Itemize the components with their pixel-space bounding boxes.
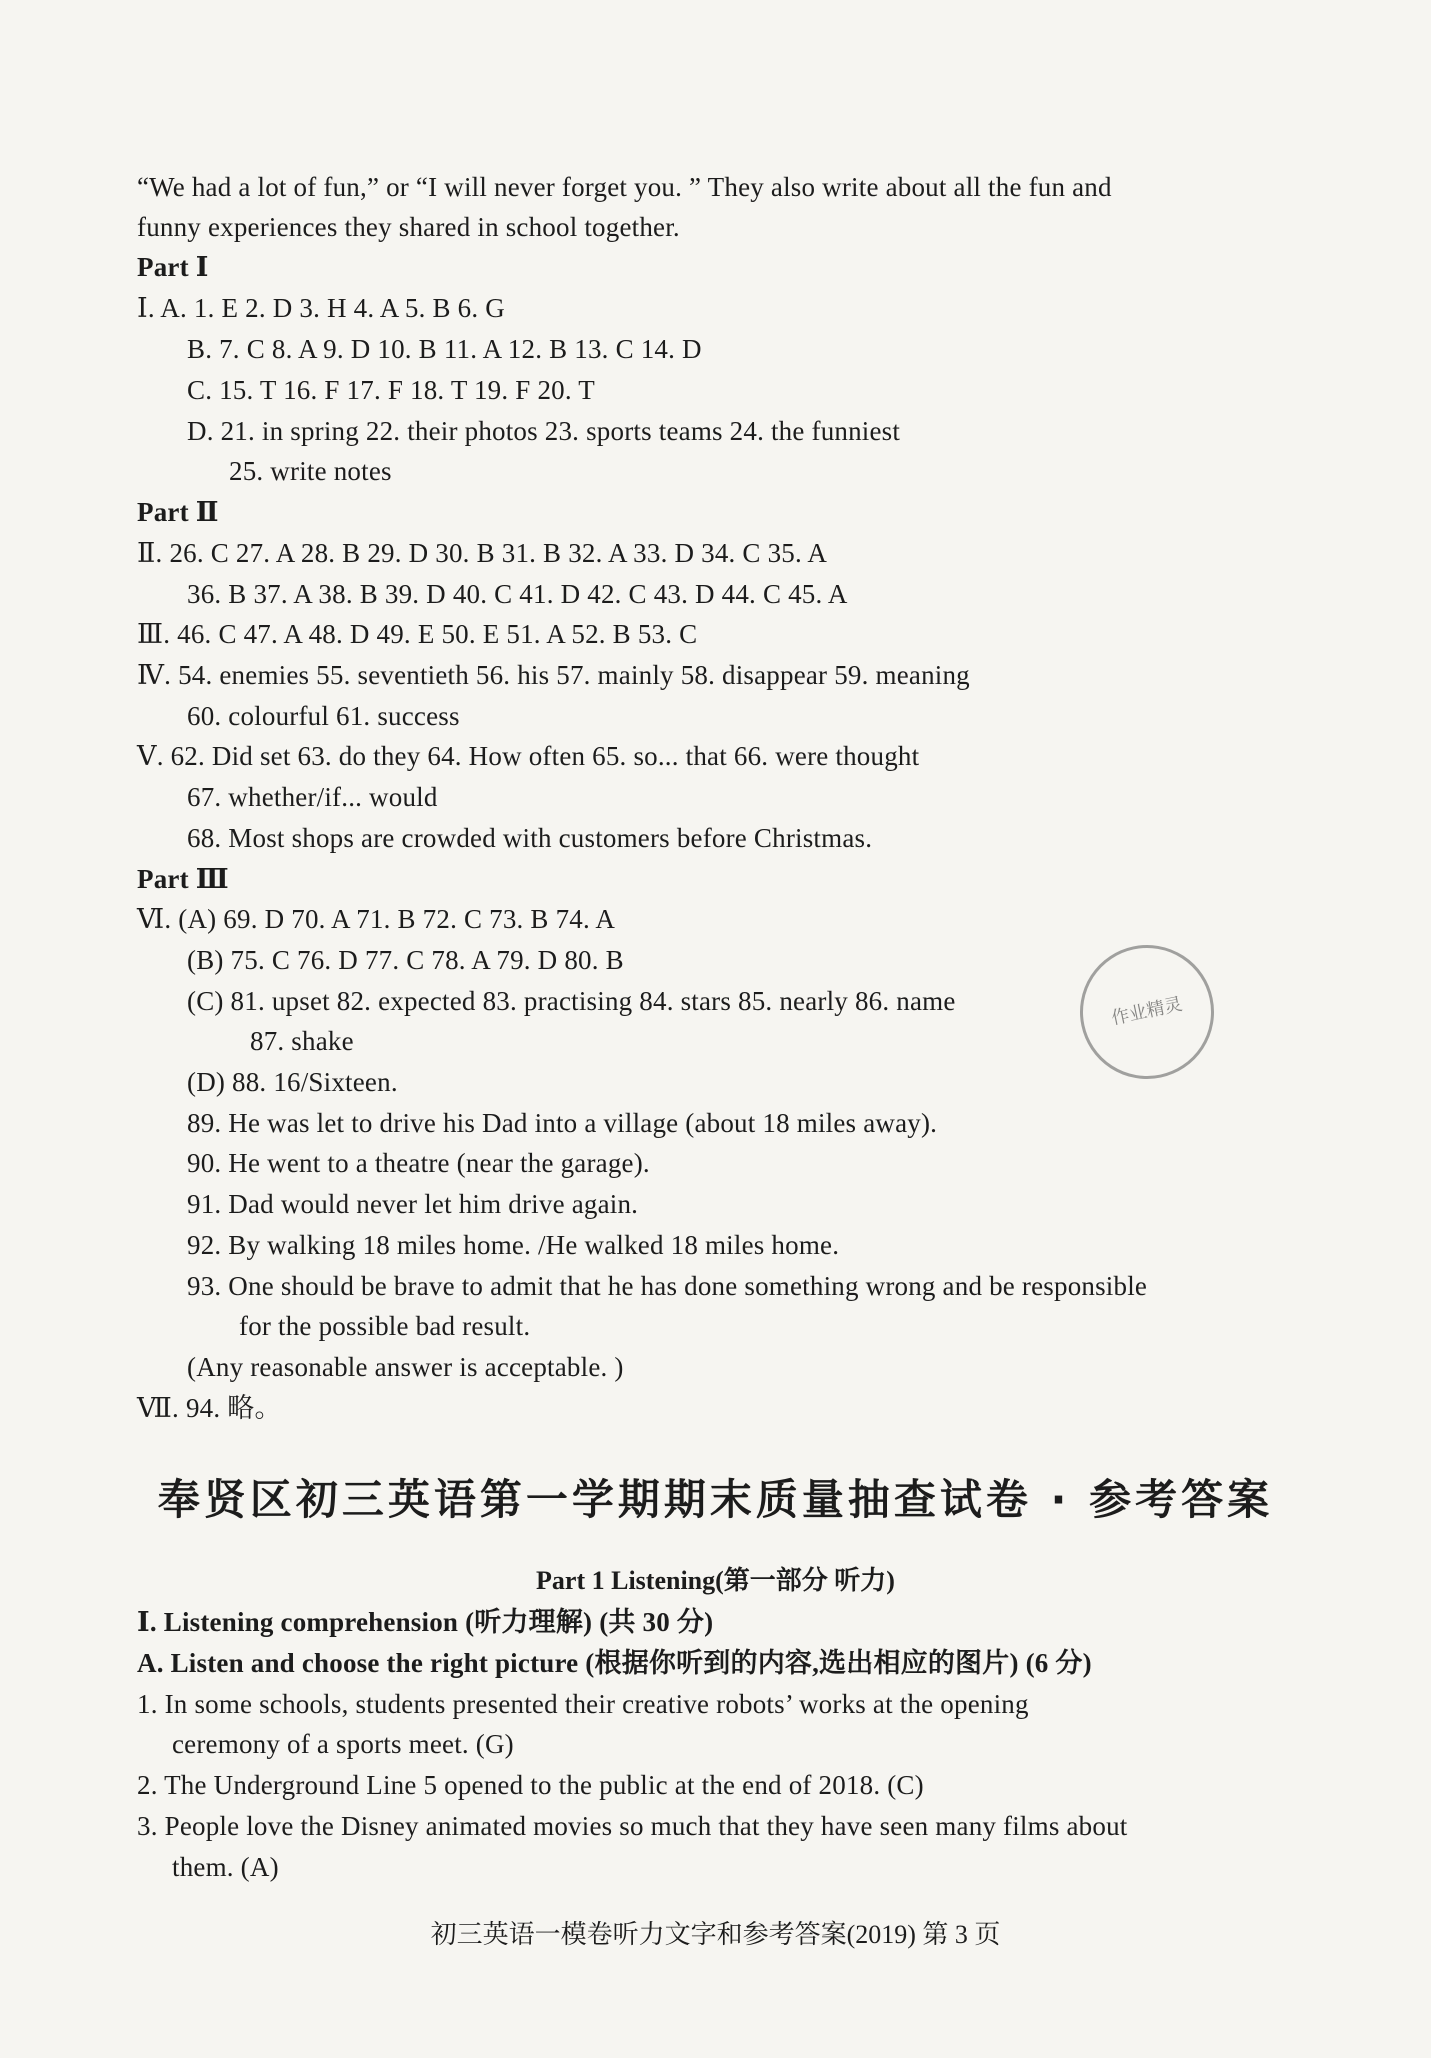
answer-line: Ⅲ. 46. C 47. A 48. D 49. E 50. E 51. A 52. B 53. C bbox=[137, 619, 698, 649]
answer-line: C. 15. T 16. F 17. F 18. T 19. F 20. T bbox=[187, 375, 595, 405]
answer-line: (Any reasonable answer is acceptable. ) bbox=[187, 1352, 624, 1382]
answer-line: 92. By walking 18 miles home. /He walked 18 miles home. bbox=[187, 1230, 840, 1260]
section-heading: 奉贤区初三英语第一学期期末质量抽查试卷 · 参考答案 bbox=[157, 1475, 1274, 1524]
page-footer: 初三英语一模卷听力文字和参考答案(2019) 第 3 页 bbox=[430, 1920, 1001, 1949]
answer-line: Ⅳ. 54. enemies 55. seventieth 56. his 57. mainly 58. disappear 59. meaning bbox=[137, 660, 970, 690]
answer-line: 89. He was let to drive his Dad into a village (about 18 miles away). bbox=[187, 1108, 938, 1138]
answer-line: 67. whether/if... would bbox=[187, 782, 438, 812]
transcript-line: them. (A) bbox=[172, 1852, 279, 1882]
answer-line: 93. One should be brave to admit that he has done something wrong and be responsible bbox=[187, 1271, 1148, 1301]
answer-line: D. 21. in spring 22. their photos 23. sports teams 24. the funniest bbox=[187, 416, 901, 446]
transcript-line: 3. People love the Disney animated movies so much that they have seen many films about bbox=[137, 1811, 1128, 1841]
part-3-label: Part Ⅲ bbox=[137, 864, 229, 894]
section-subheading: Part 1 Listening(第一部分 听力) bbox=[536, 1566, 895, 1595]
listening-section-title: Ⅰ. Listening comprehension (听力理解) (共 30 分) bbox=[137, 1607, 714, 1637]
answer-line: 36. B 37. A 38. B 39. D 40. C 41. D 42. C 43. D 44. C 45. A bbox=[187, 579, 848, 609]
answer-line: Ⅱ. 26. C 27. A 28. B 29. D 30. B 31. B 32. A 33. D 34. C 35. A bbox=[137, 538, 828, 568]
text-line: funny experiences they shared in school together. bbox=[137, 212, 680, 242]
answer-line: for the possible bad result. bbox=[239, 1311, 531, 1341]
answer-line: (B) 75. C 76. D 77. C 78. A 79. D 80. B bbox=[187, 945, 624, 975]
answer-line: 87. shake bbox=[250, 1026, 354, 1056]
text-line: “We had a lot of fun,” or “I will never forget you. ” They also write about all the fun and bbox=[137, 172, 1112, 202]
answer-line: (D) 88. 16/Sixteen. bbox=[187, 1067, 398, 1097]
part-2-label: Part Ⅱ bbox=[137, 497, 219, 527]
watermark-text: 作业精灵 bbox=[1109, 993, 1185, 1030]
answer-line: 68. Most shops are crowded with customers before Christmas. bbox=[187, 823, 873, 853]
answer-line: 25. write notes bbox=[229, 456, 392, 486]
answer-line: B. 7. C 8. A 9. D 10. B 11. A 12. B 13. C 14. D bbox=[187, 334, 702, 364]
answer-line: Ⅵ. (A) 69. D 70. A 71. B 72. C 73. B 74. A bbox=[137, 904, 616, 934]
transcript-line: 2. The Underground Line 5 opened to the public at the end of 2018. (C) bbox=[137, 1770, 924, 1800]
answer-line: Ⅴ. 62. Did set 63. do they 64. How often 65. so... that 66. were thought bbox=[137, 741, 920, 771]
answer-line: 60. colourful 61. success bbox=[187, 701, 460, 731]
part-1-label: Part Ⅰ bbox=[137, 252, 209, 282]
answer-line: 91. Dad would never let him drive again. bbox=[187, 1189, 639, 1219]
answer-line: Ⅶ. 94. 略。 bbox=[137, 1393, 282, 1423]
transcript-line: 1. In some schools, students presented their creative robots’ works at the opening bbox=[137, 1689, 1029, 1719]
watermark-stamp bbox=[1068, 933, 1227, 1092]
listening-part-a-title: A. Listen and choose the right picture (根据你听到的内容,选出相应的图片) (6 分) bbox=[137, 1648, 1092, 1678]
transcript-line: ceremony of a sports meet. (G) bbox=[172, 1729, 514, 1759]
answer-line: (C) 81. upset 82. expected 83. practising 84. stars 85. nearly 86. name bbox=[187, 986, 956, 1016]
answer-line: 90. He went to a theatre (near the garage). bbox=[187, 1148, 650, 1178]
answer-line: Ⅰ. A. 1. E 2. D 3. H 4. A 5. B 6. G bbox=[137, 293, 505, 323]
